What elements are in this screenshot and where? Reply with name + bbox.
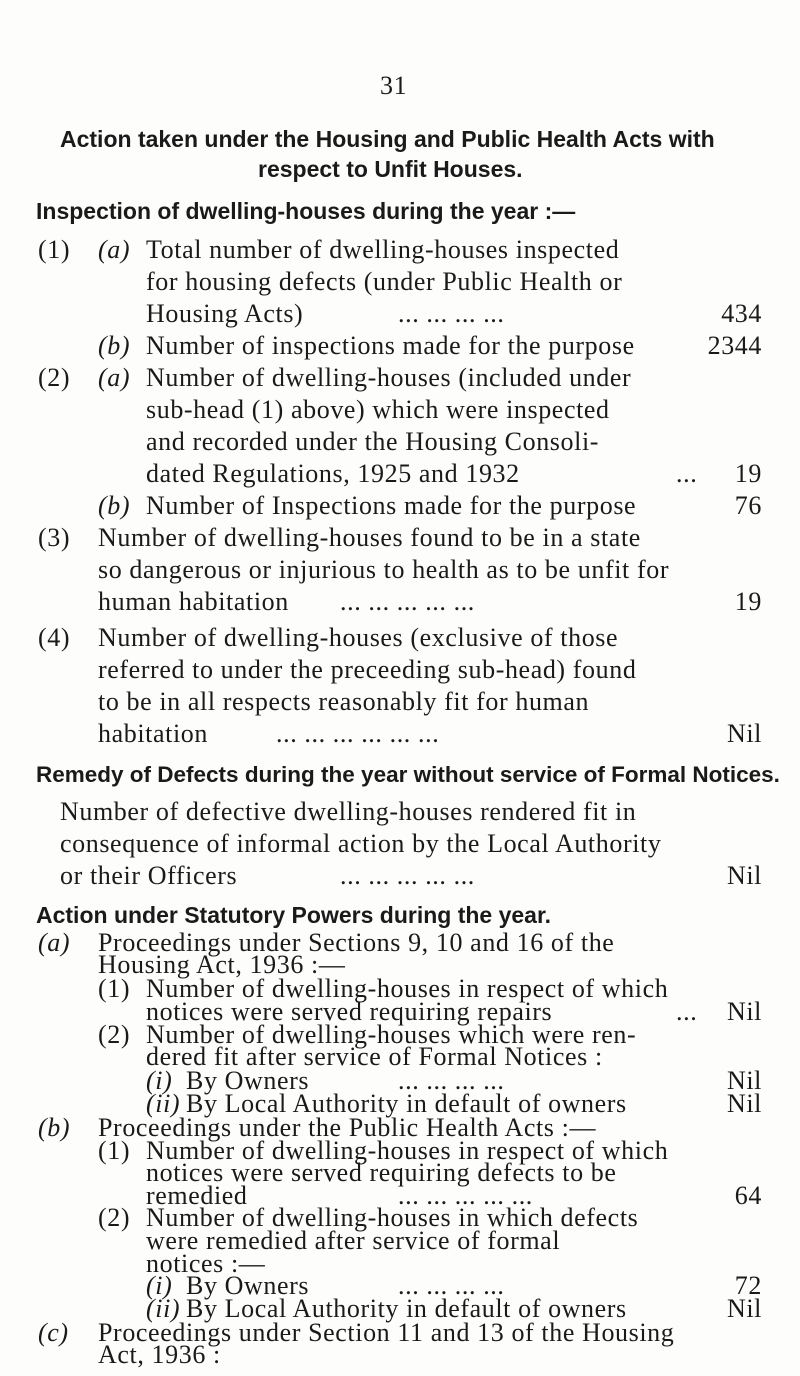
remedy-dots: ... ... ... ... ... [340, 861, 475, 890]
title-line-2: respect to Unfit Houses. [258, 156, 523, 182]
item1b-value: 2344 [707, 331, 762, 360]
stat-b-s1-value: 64 [734, 1181, 762, 1210]
item3-value: 19 [734, 587, 762, 616]
item3-dots: ... ... ... ... ... [340, 587, 475, 616]
stat-a-s2-num: (2) [98, 1020, 131, 1049]
stat-a-line2: Housing Act, 1936 :— [98, 950, 346, 979]
item2b-value: 76 [734, 491, 762, 520]
stat-b-s1-line3: remedied [146, 1181, 248, 1210]
item4-line1: Number of dwelling-houses (exclusive of those [98, 623, 619, 652]
stat-b-i-dots: ... ... ... ... [398, 1271, 505, 1300]
stat-a-s1-dots: ... [676, 997, 698, 1026]
item2-number: (2) [38, 363, 71, 392]
item1a-line1: Total number of dwelling-houses inspected [146, 235, 620, 264]
item1b-label: (b) [98, 331, 131, 360]
item1a-line2: for housing defects (under Public Health or [146, 267, 623, 296]
stat-b-s1-line2: notices were served requiring defects to be [146, 1158, 617, 1187]
stat-c-line2: Act, 1936 : [98, 1340, 221, 1369]
stat-a-s1-line2: notices were served requiring repairs [146, 997, 553, 1026]
stat-a-s1-line1: Number of dwelling-houses in respect of which [146, 974, 669, 1003]
item4-number: (4) [38, 623, 71, 652]
item4-line3: to be in all respects reasonably fit for human [98, 687, 590, 716]
stat-b-i-text: By Owners [186, 1271, 310, 1300]
item4-value: Nil [726, 719, 762, 748]
stat-b-s1-line1: Number of dwelling-houses in respect of which [146, 1136, 669, 1165]
item4-dots: ... ... ... ... ... ... [276, 719, 440, 748]
stat-a-ii-text: By Local Authority in default of owners [186, 1089, 627, 1118]
statutory-heading: Action under Statutory Powers during the year. [36, 902, 552, 928]
remedy-heading: Remedy of Defects during the year without service of Formal Notices. [36, 762, 780, 787]
item2a-dots: ... [676, 459, 698, 488]
stat-c-label: (c) [38, 1318, 69, 1347]
stat-a-i-dots: ... ... ... ... [398, 1066, 505, 1095]
item1b-text: Number of inspections made for the purpose [146, 331, 635, 360]
item1a-value: 434 [721, 299, 762, 328]
item2a-label: (a) [98, 363, 131, 392]
item2a-value: 19 [734, 459, 762, 488]
stat-b-s2-line1: Number of dwelling-houses in which defects [146, 1203, 639, 1232]
stat-a-label: (a) [38, 928, 71, 957]
item4-line2: referred to under the preceeding sub-head) found [98, 655, 637, 684]
remedy-line2: consequence of informal action by the Local Authority [60, 829, 662, 858]
item3-line2: so dangerous or injurious to health as to be unfit for [98, 555, 670, 584]
item1a-dots: ... ... ... ... [398, 299, 505, 328]
stat-a-s2-line1: Number of dwelling-houses which were ren- [146, 1020, 637, 1049]
stat-b-i-label: (i) [146, 1271, 173, 1300]
remedy-value: Nil [726, 861, 762, 890]
stat-a-ii-value: Nil [726, 1089, 762, 1118]
stat-a-i-value: Nil [726, 1066, 762, 1095]
item3-number: (3) [38, 523, 71, 552]
item1a-line3: Housing Acts) [146, 299, 304, 328]
stat-a-ii-label: (ii) [146, 1089, 181, 1118]
item2a-line4: dated Regulations, 1925 and 1932 [146, 459, 520, 488]
item4-line4: habitation [98, 719, 208, 748]
stat-b-line1: Proceedings under the Public Health Acts :— [98, 1113, 597, 1142]
stat-b-ii-label: (ii) [146, 1294, 181, 1323]
stat-b-s1-dots: ... ... ... ... ... [398, 1181, 533, 1210]
item2a-line2: sub-head (1) above) which were inspected [146, 395, 610, 424]
stat-b-s2-line2: were remedied after service of formal [146, 1226, 561, 1255]
item2a-line1: Number of dwelling-houses (included under [146, 363, 632, 392]
stat-b-ii-text: By Local Authority in default of owners [186, 1294, 627, 1323]
stat-a-line1: Proceedings under Sections 9, 10 and 16 of the [98, 928, 615, 957]
page-number: 31 [380, 71, 408, 100]
item2a-line3: and recorded under the Housing Consoli- [146, 427, 600, 456]
stat-a-s1-num: (1) [98, 974, 131, 1003]
item2b-label: (b) [98, 491, 131, 520]
remedy-line3: or their Officers [60, 861, 238, 890]
item3-line1: Number of dwelling-houses found to be in a state [98, 523, 641, 552]
stat-a-i-label: (i) [146, 1066, 173, 1095]
item1a-label: (a) [98, 235, 131, 264]
stat-a-i-text: By Owners [186, 1066, 310, 1095]
stat-a-s2-line2: dered fit after service of Formal Notices : [146, 1042, 603, 1071]
stat-b-ii-value: Nil [726, 1294, 762, 1323]
inspection-heading: Inspection of dwelling-houses during the year :— [36, 198, 576, 224]
stat-b-s1-num: (1) [98, 1136, 131, 1165]
item3-line3: human habitation [98, 587, 289, 616]
stat-b-i-value: 72 [734, 1271, 762, 1300]
title-line-1: Action taken under the Housing and Public Health Acts with [60, 126, 715, 152]
stat-a-s1-value: Nil [726, 997, 762, 1026]
stat-c-line1: Proceedings under Section 11 and 13 of the Housing [98, 1318, 675, 1347]
remedy-line1: Number of defective dwelling-houses rendered fit in [60, 797, 637, 826]
item2b-text: Number of Inspections made for the purpose [146, 491, 637, 520]
item1-number: (1) [38, 235, 71, 264]
stat-b-s2-num: (2) [98, 1203, 131, 1232]
stat-b-s2-line3: notices :— [146, 1249, 266, 1278]
stat-b-label: (b) [38, 1113, 71, 1142]
